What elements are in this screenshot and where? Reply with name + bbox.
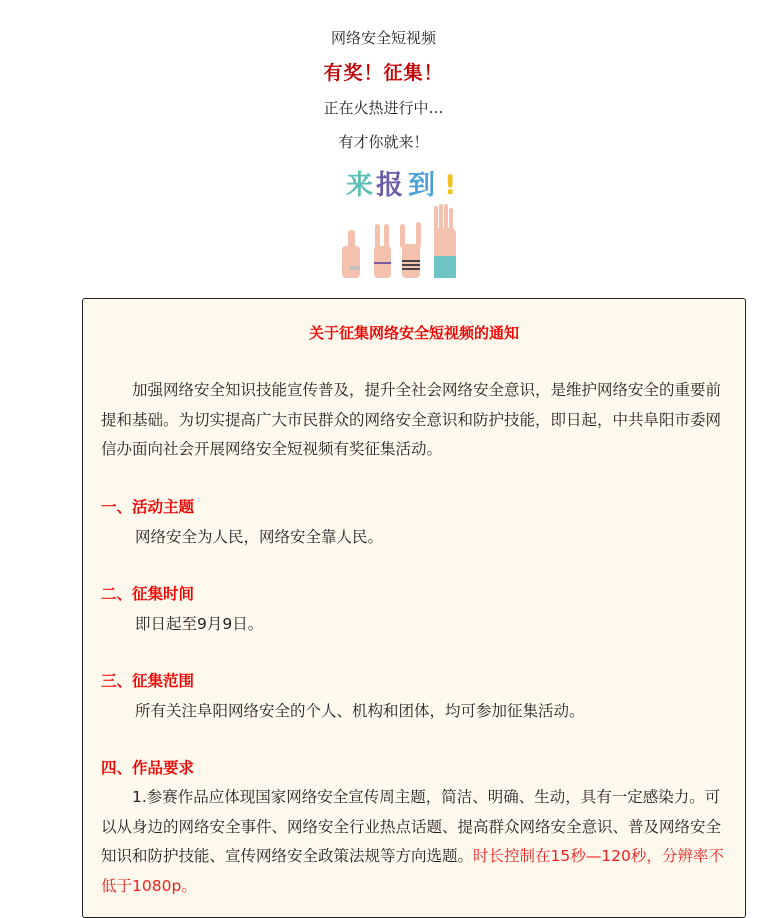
svg-text:!: ! [444, 170, 457, 201]
svg-text:来: 来 [346, 170, 373, 201]
subtitle: 网络安全短视频 [330, 29, 436, 47]
status-line: 正在火热进行中… [323, 99, 444, 117]
prize-line: 有奖！征集！ [323, 62, 444, 84]
hands-raised-icon [338, 166, 468, 278]
section-heading-time: 二、征集时间 [101, 585, 195, 603]
section-heading-theme: 一、活动主题 [101, 498, 195, 516]
section-body-time: 即日起至9月9日。 [135, 615, 264, 633]
intro-paragraph: 加强网络安全知识技能宣传普及，提升全社会网络安全意识，是维护网络安全的重要前提和基础。为切实提高广大市民群众的网络安全意识和防护技能，即日起，中共阜阳市委网信办面向社会开展网络安全短视频有奖征集活动。 [101, 381, 722, 458]
section-body-requirements [101, 783, 733, 901]
invite-line: 有才你就来！ [338, 133, 429, 151]
requirements-text: 1.参赛作品应体现国家网络安全宣传周主题，简洁、明确、生动，具有一定感染力。可以从身边的网络安全事件、网络安全行业热点话题、提高群众网络安全意识、普及网络安全知识和防护技能、宣传网络安全政策法规等方向选题。 [101, 788, 722, 865]
requirements-highlight: 时长控制在15秒—120秒，分辨率不低于1080p。 [101, 847, 724, 895]
notice-box [82, 298, 746, 918]
report-hands-illustration [338, 166, 468, 278]
section-heading-requirements: 四、作品要求 [101, 759, 195, 777]
section-body-scope: 所有关注阜阳网络安全的个人、机构和团体，均可参加征集活动。 [135, 702, 585, 720]
section-heading-scope: 三、征集范围 [101, 672, 195, 690]
notice-title: 关于征集网络安全短视频的通知 [308, 324, 519, 342]
section-body-theme: 网络安全为人民，网络安全靠人民。 [135, 528, 384, 546]
svg-text:报: 报 [376, 170, 403, 201]
svg-text:到: 到 [408, 170, 435, 201]
